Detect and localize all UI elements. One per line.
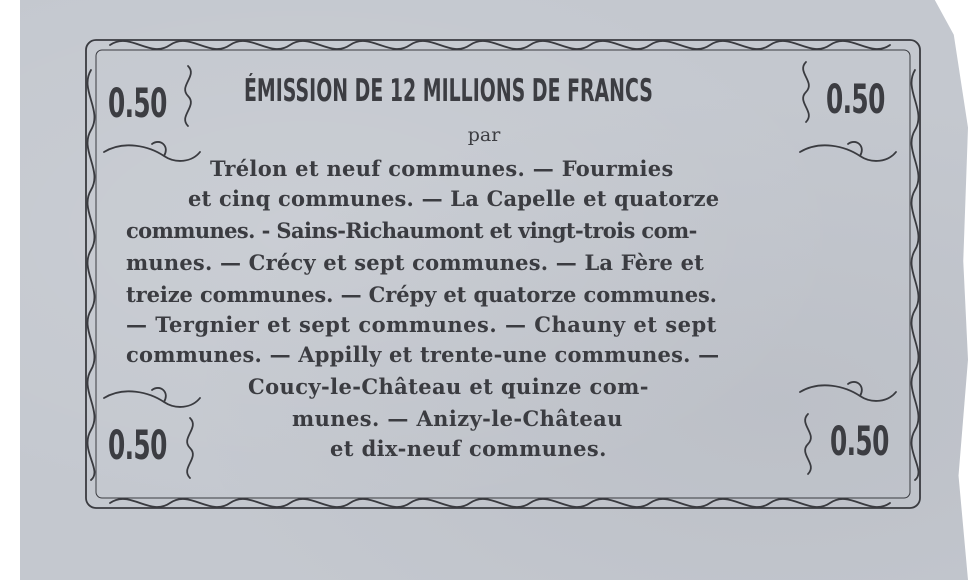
body-line: et cinq communes. — La Capelle et quatorze — [188, 186, 720, 211]
body-line: Coucy-le-Château et quinze com- — [248, 374, 649, 399]
body-line: communes. - Sains-Richaumont et vingt-trois com- — [126, 218, 697, 243]
body-line: munes. — Crécy et sept communes. — La Fère et — [126, 250, 705, 275]
par-subheading: par — [467, 124, 501, 146]
body-line: Trélon et neuf communes. — Fourmies — [210, 156, 674, 181]
body-line: et dix-neuf communes. — [330, 436, 607, 461]
denomination-bottom-right: 0.50 — [830, 419, 889, 465]
emission-heading: ÉMISSION DE 12 MILLIONS DE FRANCS — [244, 73, 653, 109]
denomination-top-right: 0.50 — [826, 77, 885, 123]
body-line: — Tergnier et sept communes. — Chauny et sept — [126, 312, 717, 337]
body-line: communes. — Appilly et trente-une communes. — — [126, 342, 720, 367]
denomination-top-left: 0.50 — [108, 81, 167, 127]
body-line: munes. — Anizy-le-Château — [292, 406, 623, 431]
body-line: treize communes. — Crépy et quatorze communes. — [126, 282, 717, 307]
denomination-bottom-left: 0.50 — [108, 423, 167, 469]
